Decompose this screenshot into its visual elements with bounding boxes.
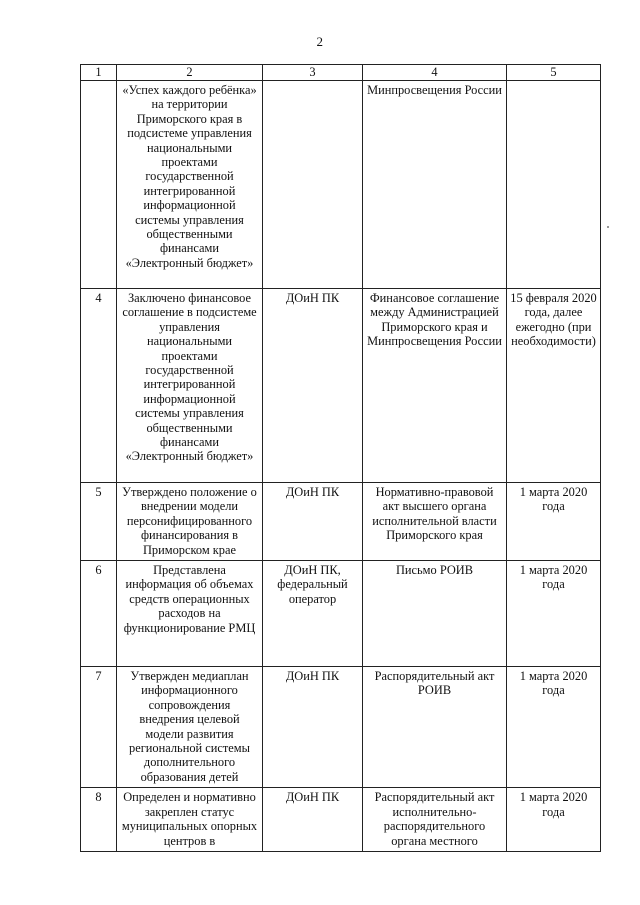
row-number-cell: 5 [81, 483, 117, 561]
result-cell: Заключено финансовое соглашение в подсистеме управления национальными проектами государственной интегрированной информационной системы управления общественными финансами «Электронный бюджет» [117, 289, 263, 483]
table-row-continued [81, 81, 601, 289]
table-row [81, 483, 601, 561]
row-number-cell: 6 [81, 561, 117, 667]
result-cell: Определен и нормативно закреплен статус муниципальных опорных центров в [117, 788, 263, 852]
document-cell: Распорядительный акт РОИВ [363, 667, 507, 788]
deadline-cell: 1 марта 2020 года [507, 667, 601, 788]
result-cell: Утвержден медиаплан информационного сопровождения внедрения целевой модели развития региональной системы дополнительного образования детей [117, 667, 263, 788]
deadline-cell: 1 марта 2020 года [507, 483, 601, 561]
deadline-cell: 1 марта 2020 года [507, 788, 601, 852]
result-cell: «Успех каждого ребёнка» на территории Приморского края в подсистеме управления национальными проектами государственной интегрированной информационной системы управления общественными финансами «Электронный бюджет» [117, 81, 263, 289]
page-number: 2 [316, 34, 324, 49]
document-cell: Финансовое соглашение между Администрацией Приморского края и Минпросвещения России [363, 289, 507, 483]
column-header-1: 1 [81, 65, 117, 81]
row-number-cell: 4 [81, 289, 117, 483]
table-row [81, 289, 601, 483]
table-row [81, 561, 601, 667]
row-number-cell [81, 81, 117, 289]
header-row [81, 65, 601, 81]
responsible-cell: ДОиН ПК [263, 667, 363, 788]
scan-speck [607, 226, 609, 228]
document-cell: Минпросвещения России [363, 81, 507, 289]
table-row [81, 788, 601, 852]
responsible-cell: ДОиН ПК, федеральный оператор [263, 561, 363, 667]
column-header-4: 4 [363, 65, 507, 81]
row-number-cell: 7 [81, 667, 117, 788]
activities-table [80, 64, 601, 852]
responsible-cell [263, 81, 363, 289]
responsible-cell: ДОиН ПК [263, 788, 363, 852]
row-number-cell: 8 [81, 788, 117, 852]
document-cell: Письмо РОИВ [363, 561, 507, 667]
deadline-cell: 1 марта 2020 года [507, 561, 601, 667]
result-cell: Представлена информация об объемах средств операционных расходов на функционирование РМЦ [117, 561, 263, 667]
document-cell: Нормативно-правовой акт высшего органа исполнительной власти Приморского края [363, 483, 507, 561]
column-header-3: 3 [263, 65, 363, 81]
deadline-cell [507, 81, 601, 289]
table-row [81, 667, 601, 788]
column-header-2: 2 [117, 65, 263, 81]
deadline-cell: 15 февраля 2020 года, далее ежегодно (при необходимости) [507, 289, 601, 483]
responsible-cell: ДОиН ПК [263, 289, 363, 483]
column-header-5: 5 [507, 65, 601, 81]
responsible-cell: ДОиН ПК [263, 483, 363, 561]
result-cell: Утверждено положение о внедрении модели персонифицированного финансирования в Приморском крае [117, 483, 263, 561]
document-cell: Распорядительный акт исполнительно-распорядительного органа местного [363, 788, 507, 852]
